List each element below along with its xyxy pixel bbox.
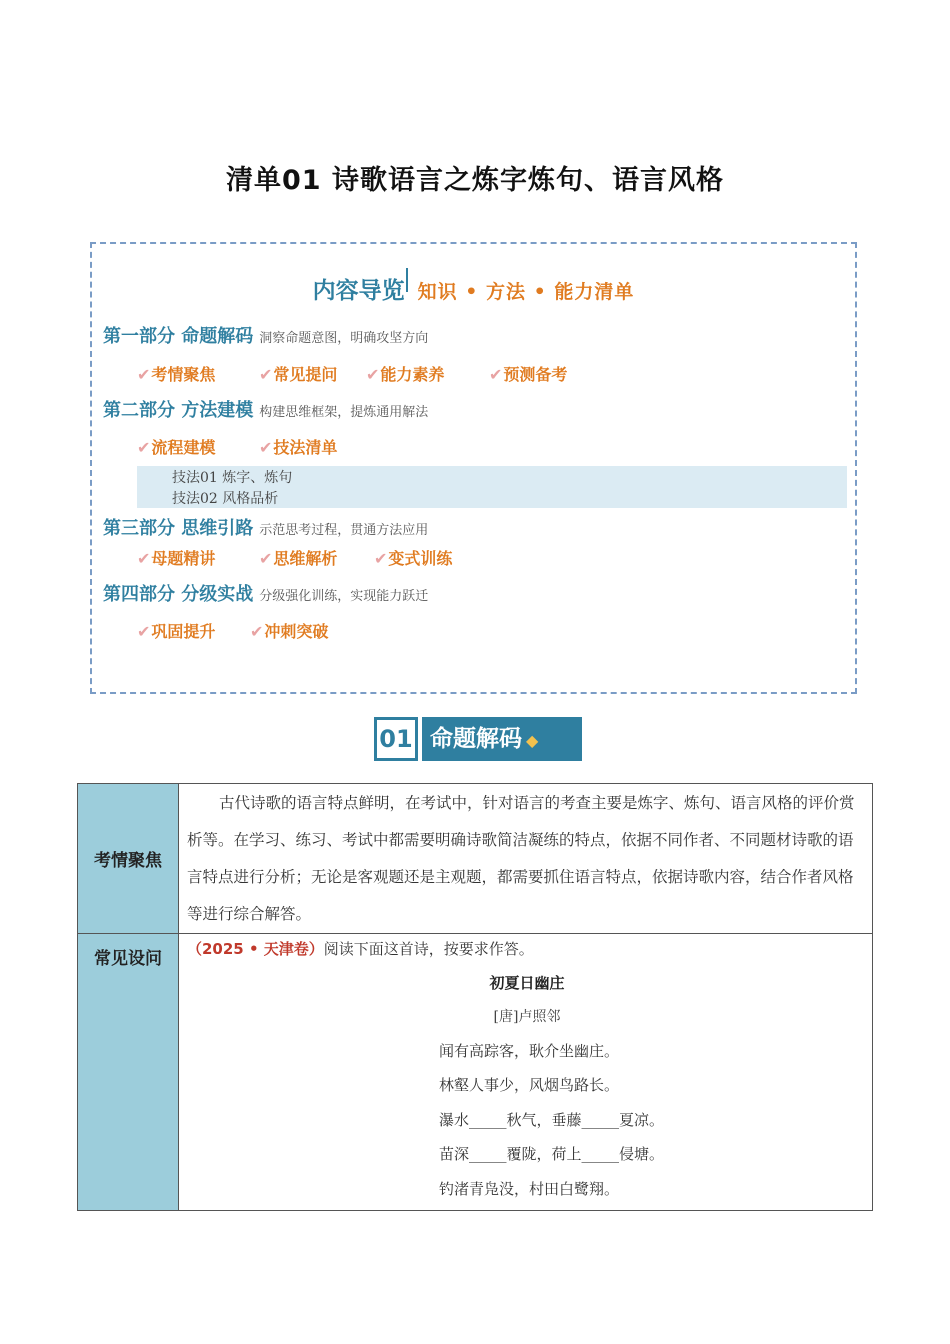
poem-author: [唐]卢照邻 <box>493 1009 561 1025</box>
check-icon: ✔ <box>374 549 388 568</box>
overview-subheading: 知识 • 方法 • 能力清单 <box>417 281 635 303</box>
check-icon: ✔ <box>250 622 264 641</box>
check-icon: ✔ <box>489 365 503 384</box>
check-icon: ✔ <box>137 438 151 457</box>
technique-item: 技法02 风格品析 <box>172 491 279 507</box>
part-title: 第三部分 思维引路 <box>103 518 254 539</box>
technique-item: 技法01 炼字、炼句 <box>172 470 293 486</box>
diamond-icon: ◆ <box>526 731 539 750</box>
section-number: 01 <box>374 717 418 761</box>
check-icon: ✔ <box>259 365 273 384</box>
part-1-heading <box>103 322 428 348</box>
poem-line: 钓渚青凫没，村田白鹭翔。 <box>439 1180 620 1198</box>
tag-item: ✔常见提问 <box>259 365 338 384</box>
part-description: 洞察命题意图，明确攻坚方向 <box>259 331 429 346</box>
table-row <box>78 934 873 1211</box>
section-label: 命题解码 ◆ <box>422 717 582 761</box>
check-icon: ✔ <box>259 549 273 568</box>
poem-line: 瀑水_____秋气，垂藤_____夏凉。 <box>439 1111 665 1129</box>
section-badge <box>374 717 582 761</box>
part-3-heading <box>103 514 428 540</box>
content-overview-box <box>90 242 857 694</box>
part-description: 示范思考过程，贯通方法应用 <box>259 523 429 538</box>
part-title: 第四部分 分级实战 <box>103 584 254 605</box>
row-label: 考情聚焦 <box>78 784 179 934</box>
part-title: 第二部分 方法建模 <box>103 400 254 421</box>
tag-item: ✔巩固提升 <box>137 622 216 641</box>
part-2-heading <box>103 396 428 422</box>
check-icon: ✔ <box>259 438 273 457</box>
tag-item: ✔思维解析 <box>259 549 338 568</box>
poem-line: 闻有高踪客，耿介坐幽庄。 <box>439 1042 620 1060</box>
overview-header <box>92 272 855 305</box>
check-icon: ✔ <box>137 549 151 568</box>
tag-item: ✔冲刺突破 <box>250 622 329 641</box>
tag-item: ✔预测备考 <box>489 365 568 384</box>
heading-divider <box>406 268 408 292</box>
tag-item: ✔能力素养 <box>366 365 445 384</box>
question-cell <box>179 934 873 1211</box>
exam-info-table <box>77 783 873 1211</box>
row-label: 常见设问 <box>78 934 179 1211</box>
poem-title: 初夏日幽庄 <box>489 974 565 992</box>
page-title: 清单01 诗歌语言之炼字炼句、语言风格 <box>226 165 724 196</box>
part-description: 分级强化训练，实现能力跃迁 <box>259 589 429 604</box>
table-row <box>78 784 873 934</box>
tag-item: ✔考情聚焦 <box>137 365 216 384</box>
overview-heading: 内容导览 <box>312 278 405 304</box>
poem-line: 林壑人事少，风烟鸟路长。 <box>439 1076 620 1094</box>
poem-line: 苗深_____覆陇，荷上_____侵塘。 <box>439 1145 665 1163</box>
check-icon: ✔ <box>366 365 380 384</box>
part-description: 构建思维框架，提炼通用解法 <box>259 405 429 420</box>
tag-item: ✔技法清单 <box>259 438 338 457</box>
part-title: 第一部分 命题解码 <box>103 326 254 347</box>
check-icon: ✔ <box>137 622 151 641</box>
part-4-heading <box>103 580 428 606</box>
question-source: （2025 • 天津卷） <box>187 940 324 958</box>
tag-item: ✔变式训练 <box>374 549 453 568</box>
technique-list <box>137 466 847 508</box>
tag-item: ✔母题精讲 <box>137 549 216 568</box>
tag-item: ✔流程建模 <box>137 438 216 457</box>
check-icon: ✔ <box>137 365 151 384</box>
question-prompt: （2025 • 天津卷）阅读下面这首诗，按要求作答。 <box>187 940 534 958</box>
exam-focus-text: 古代诗歌的语言特点鲜明，在考试中，针对语言的考查主要是炼字、炼句、语言风格的评价赏析等。在学习、练习、考试中都需要明确诗歌简洁凝练的特点，依据不同作者、不同题材诗歌的语言特点进行分析；无论是客观题还是主观题，都需要抓住语言特点，依据诗歌内容，结合作者风格等进行综合解答。 <box>179 784 873 934</box>
